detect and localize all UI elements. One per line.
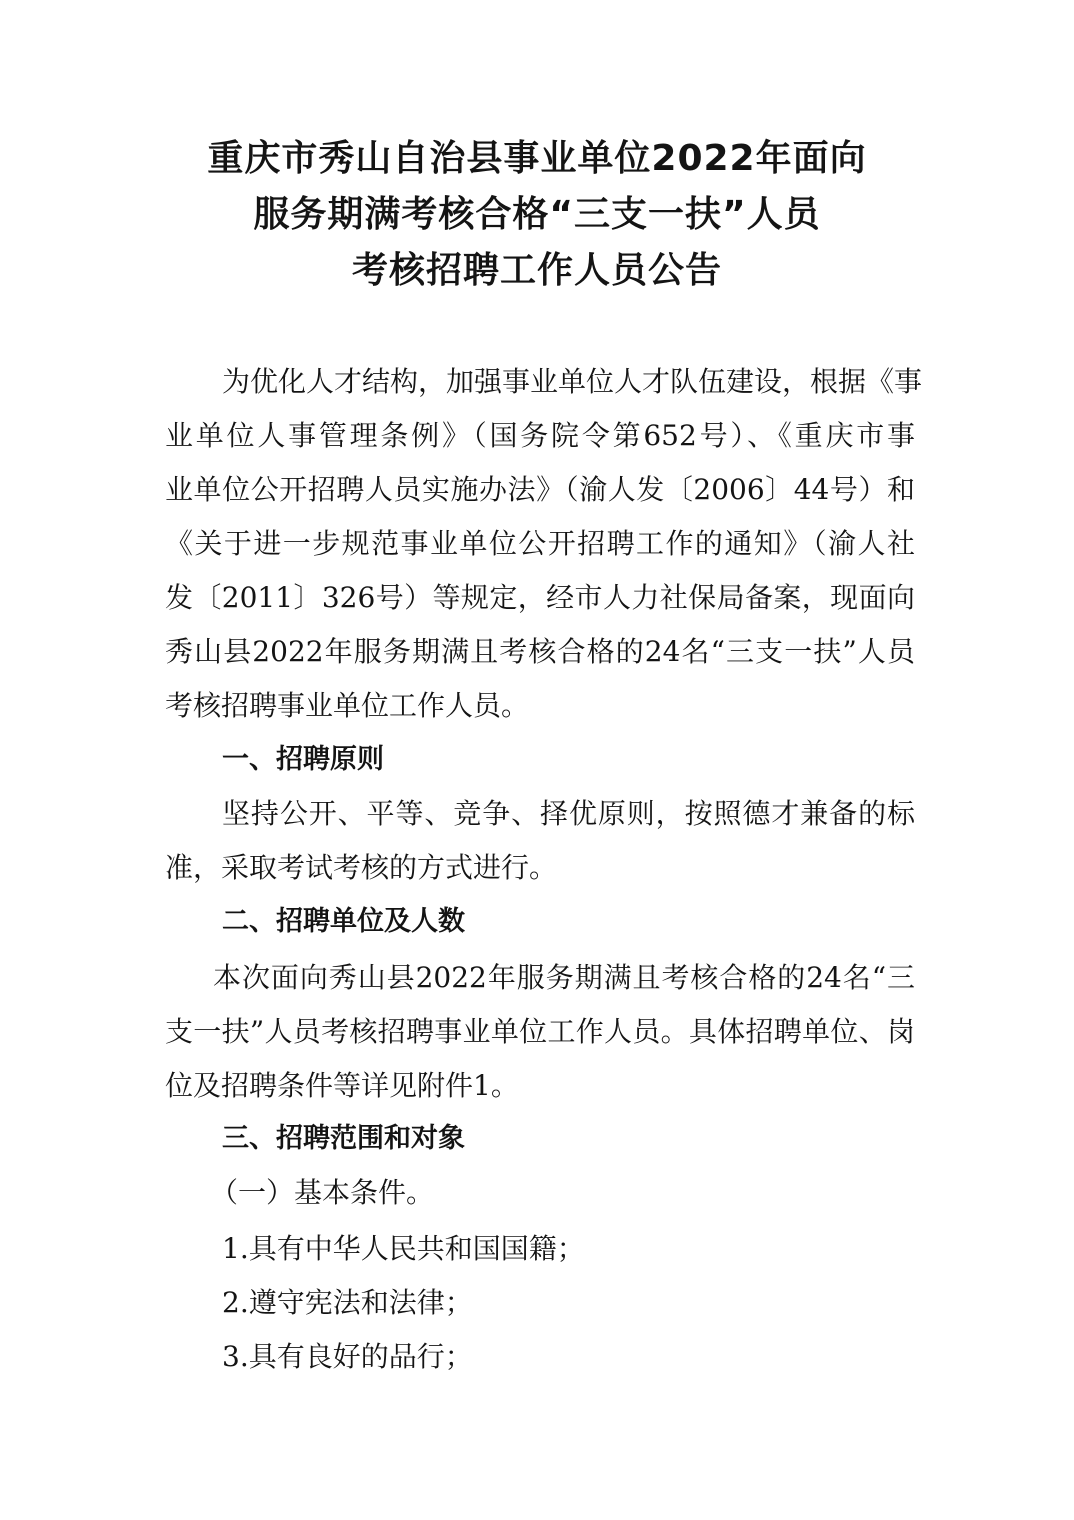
intro-line: 为优化人才结构，加强事业单位人才队伍建设，根据《事: [222, 365, 923, 398]
intro-line: 《关于进一步规范事业单位公开招聘工作的通知》（渝人社: [165, 527, 915, 560]
section-heading-principles: 一、招聘原则: [222, 744, 384, 775]
document-title-line-2: 服务期满考核合格“三支一扶”人员: [253, 194, 821, 235]
intro-line: 发〔2011〕326号）等规定，经市人力社保局备案，现面向: [165, 581, 915, 614]
intro-line: 考核招聘事业单位工作人员。: [165, 689, 530, 722]
document-title-line-3: 考核招聘工作人员公告: [351, 250, 722, 291]
list-item: 1.具有中华人民共和国国籍；: [222, 1232, 585, 1265]
document-title-line-1: 重庆市秀山自治县事业单位2022年面向: [207, 138, 867, 179]
intro-line: 业单位人事管理条例》（国务院令第652号）、《重庆市事: [165, 419, 915, 452]
section1-line: 准，采取考试考核的方式进行。: [165, 851, 558, 884]
list-item: 2.遵守宪法和法律；: [222, 1286, 473, 1319]
intro-line: 秀山县2022年服务期满且考核合格的24名“三支一扶”人员: [165, 635, 915, 668]
list-item: 3.具有良好的品行；: [222, 1340, 473, 1373]
section-heading-scope: 三、招聘范围和对象: [222, 1123, 465, 1154]
section2-line: 位及招聘条件等详见附件1。: [165, 1069, 519, 1102]
section2-line: 本次面向秀山县2022年服务期满且考核合格的24名“三: [213, 961, 915, 994]
section2-line: 支一扶”人员考核招聘事业单位工作人员。具体招聘单位、岗: [165, 1015, 915, 1048]
intro-line: 业单位公开招聘人员实施办法》（渝人发〔2006〕44号）和: [165, 473, 915, 506]
section-heading-units: 二、招聘单位及人数: [222, 906, 465, 937]
section3-subheading: （一）基本条件。: [210, 1176, 435, 1209]
section1-line: 坚持公开、平等、竞争、择优原则，按照德才兼备的标: [222, 797, 915, 830]
